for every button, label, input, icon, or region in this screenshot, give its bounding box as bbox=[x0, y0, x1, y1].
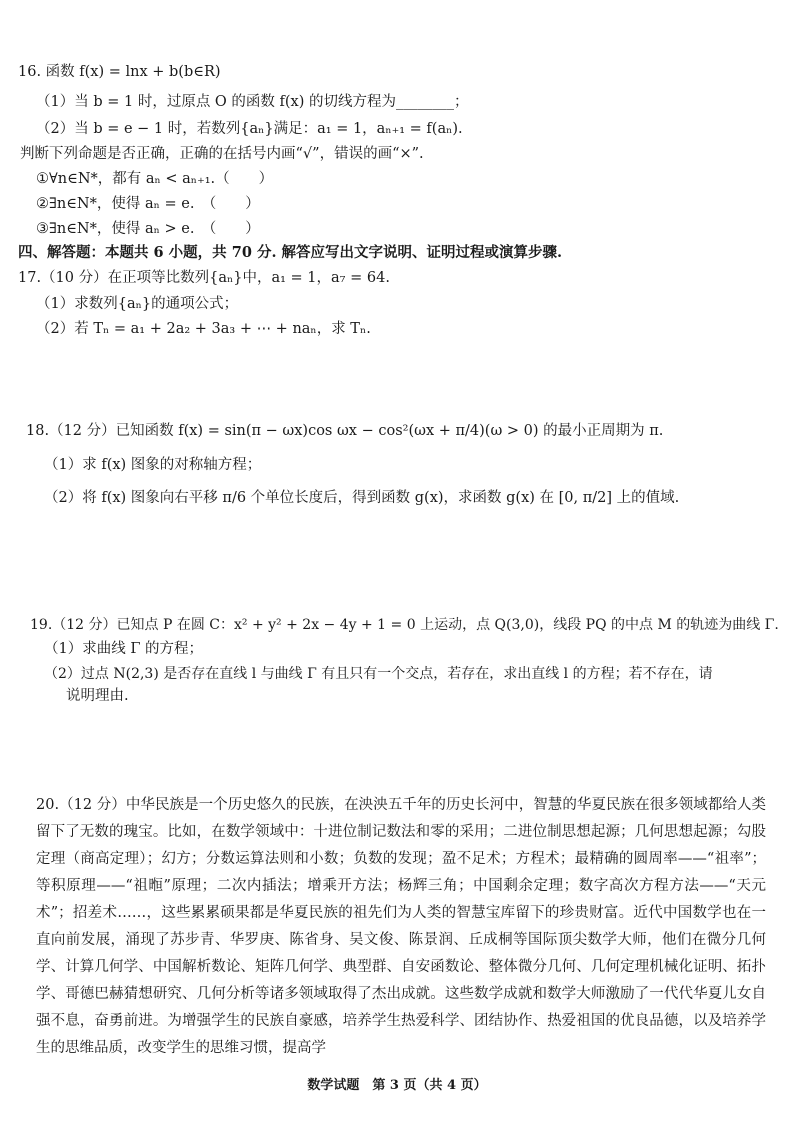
q19-line-2: （1）求曲线 Γ 的方程； bbox=[44, 641, 204, 657]
q16-line-3: （2）当 b = e − 1 时，若数列{aₙ}满足：a₁ = 1，aₙ₊₁ = f(aₙ). bbox=[36, 121, 463, 137]
q17-line-1: 17.（10 分）在正项等比数列{aₙ}中，a₁ = 1，a₇ = 64. bbox=[18, 270, 390, 286]
q19-line-4: 说明理由. bbox=[66, 688, 129, 704]
page-footer: 数学试题 第 3 页（共 4 页） bbox=[307, 1078, 487, 1093]
q19-line-3: （2）过点 N(2,3) 是否存在直线 l 与曲线 Γ 有且只有一个交点，若存在，求出直线 l 的方程；若不存在，请 bbox=[44, 666, 713, 682]
q18-line-3: （2）将 f(x) 图象向右平移 π/6 个单位长度后，得到函数 g(x)，求函数 g(x) 在 [0, π/2] 上的值域. bbox=[44, 490, 680, 506]
q18-line-1: 18.（12 分）已知函数 f(x) = sin(π − ωx)cos ωx − cos²(ωx + π/4)(ω > 0) 的最小正周期为 π. bbox=[26, 423, 664, 439]
q16-line-2: （1）当 b = 1 时，过原点 O 的函数 f(x) 的切线方程为________； bbox=[36, 94, 469, 110]
q16-line-5: ①∀n∈N*，都有 aₙ < aₙ₊₁.（ ） bbox=[36, 171, 274, 187]
q20-paragraph: 20.（12 分）中华民族是一个历史悠久的民族，在泱泱五千年的历史长河中，智慧的华夏民族在很多领域都给人类留下了无数的瑰宝。比如，在数学领域中：十进位制记数法和零的采用；二进位制思想起源；几何思想起源；勾股定理（商高定理）；幻方；分数运算法则和小数；负数的发现；盈不足术；方程术；最精确的圆周率——“祖率”；等积原理——“祖暅”原理；二次内插法；增乘开方法；杨辉三角；中国剩余定理；数字高次方程方法——“天元术”；招差术……，这些累累硕果都是华夏民族的祖先们为人类的智慧宝库留下的珍贵财富。近代中国数学也在一直向前发展，涌现了苏步青、华罗庚、陈省身、吴文俊、陈景润、丘成桐等国际顶尖数学大师，他们在微分几何学、计算几何学、中国解析数论、矩阵几何学、典型群、自安函数论、整体微分几何、几何定理机械化证明、拓扑学、哥德巴赫猜想研究、几何分析等诸多领域取得了杰出成就。这些数学成就和数学大师激励了一代代华夏儿女自强不息，奋勇前进。为增强学生的民族自豪感，培养学生热爱科学、团结协作、热爱祖国的优良品德，以及培养学生的思维品质，改变学生的思维习惯，提高学 bbox=[36, 797, 766, 1056]
q17-line-3: （2）若 Tₙ = a₁ + 2a₂ + 3a₃ + ⋯ + naₙ，求 Tₙ. bbox=[36, 321, 371, 337]
q16-line-6: ②∃n∈N*，使得 aₙ = e. （ ） bbox=[36, 196, 260, 212]
q16-line-7: ③∃n∈N*，使得 aₙ > e. （ ） bbox=[36, 221, 260, 237]
q16-line-1: 16. 函数 f(x) = lnx + b(b∈R) bbox=[18, 64, 221, 80]
q16-line-4: 判断下列命题是否正确，正确的在括号内画“√”，错误的画“×”. bbox=[20, 146, 424, 162]
q19-line-1: 19.（12 分）已知点 P 在圆 C：x² + y² + 2x − 4y + 1 = 0 上运动，点 Q(3,0)，线段 PQ 的中点 M 的轨迹为曲线 Γ. bbox=[30, 617, 779, 633]
section-heading: 四、解答题：本题共 6 小题，共 70 分. 解答应写出文字说明、证明过程或演算步骤. bbox=[18, 244, 563, 261]
q17-line-2: （1）求数列{aₙ}的通项公式； bbox=[36, 296, 239, 312]
q18-line-2: （1）求 f(x) 图象的对称轴方程； bbox=[44, 457, 262, 473]
